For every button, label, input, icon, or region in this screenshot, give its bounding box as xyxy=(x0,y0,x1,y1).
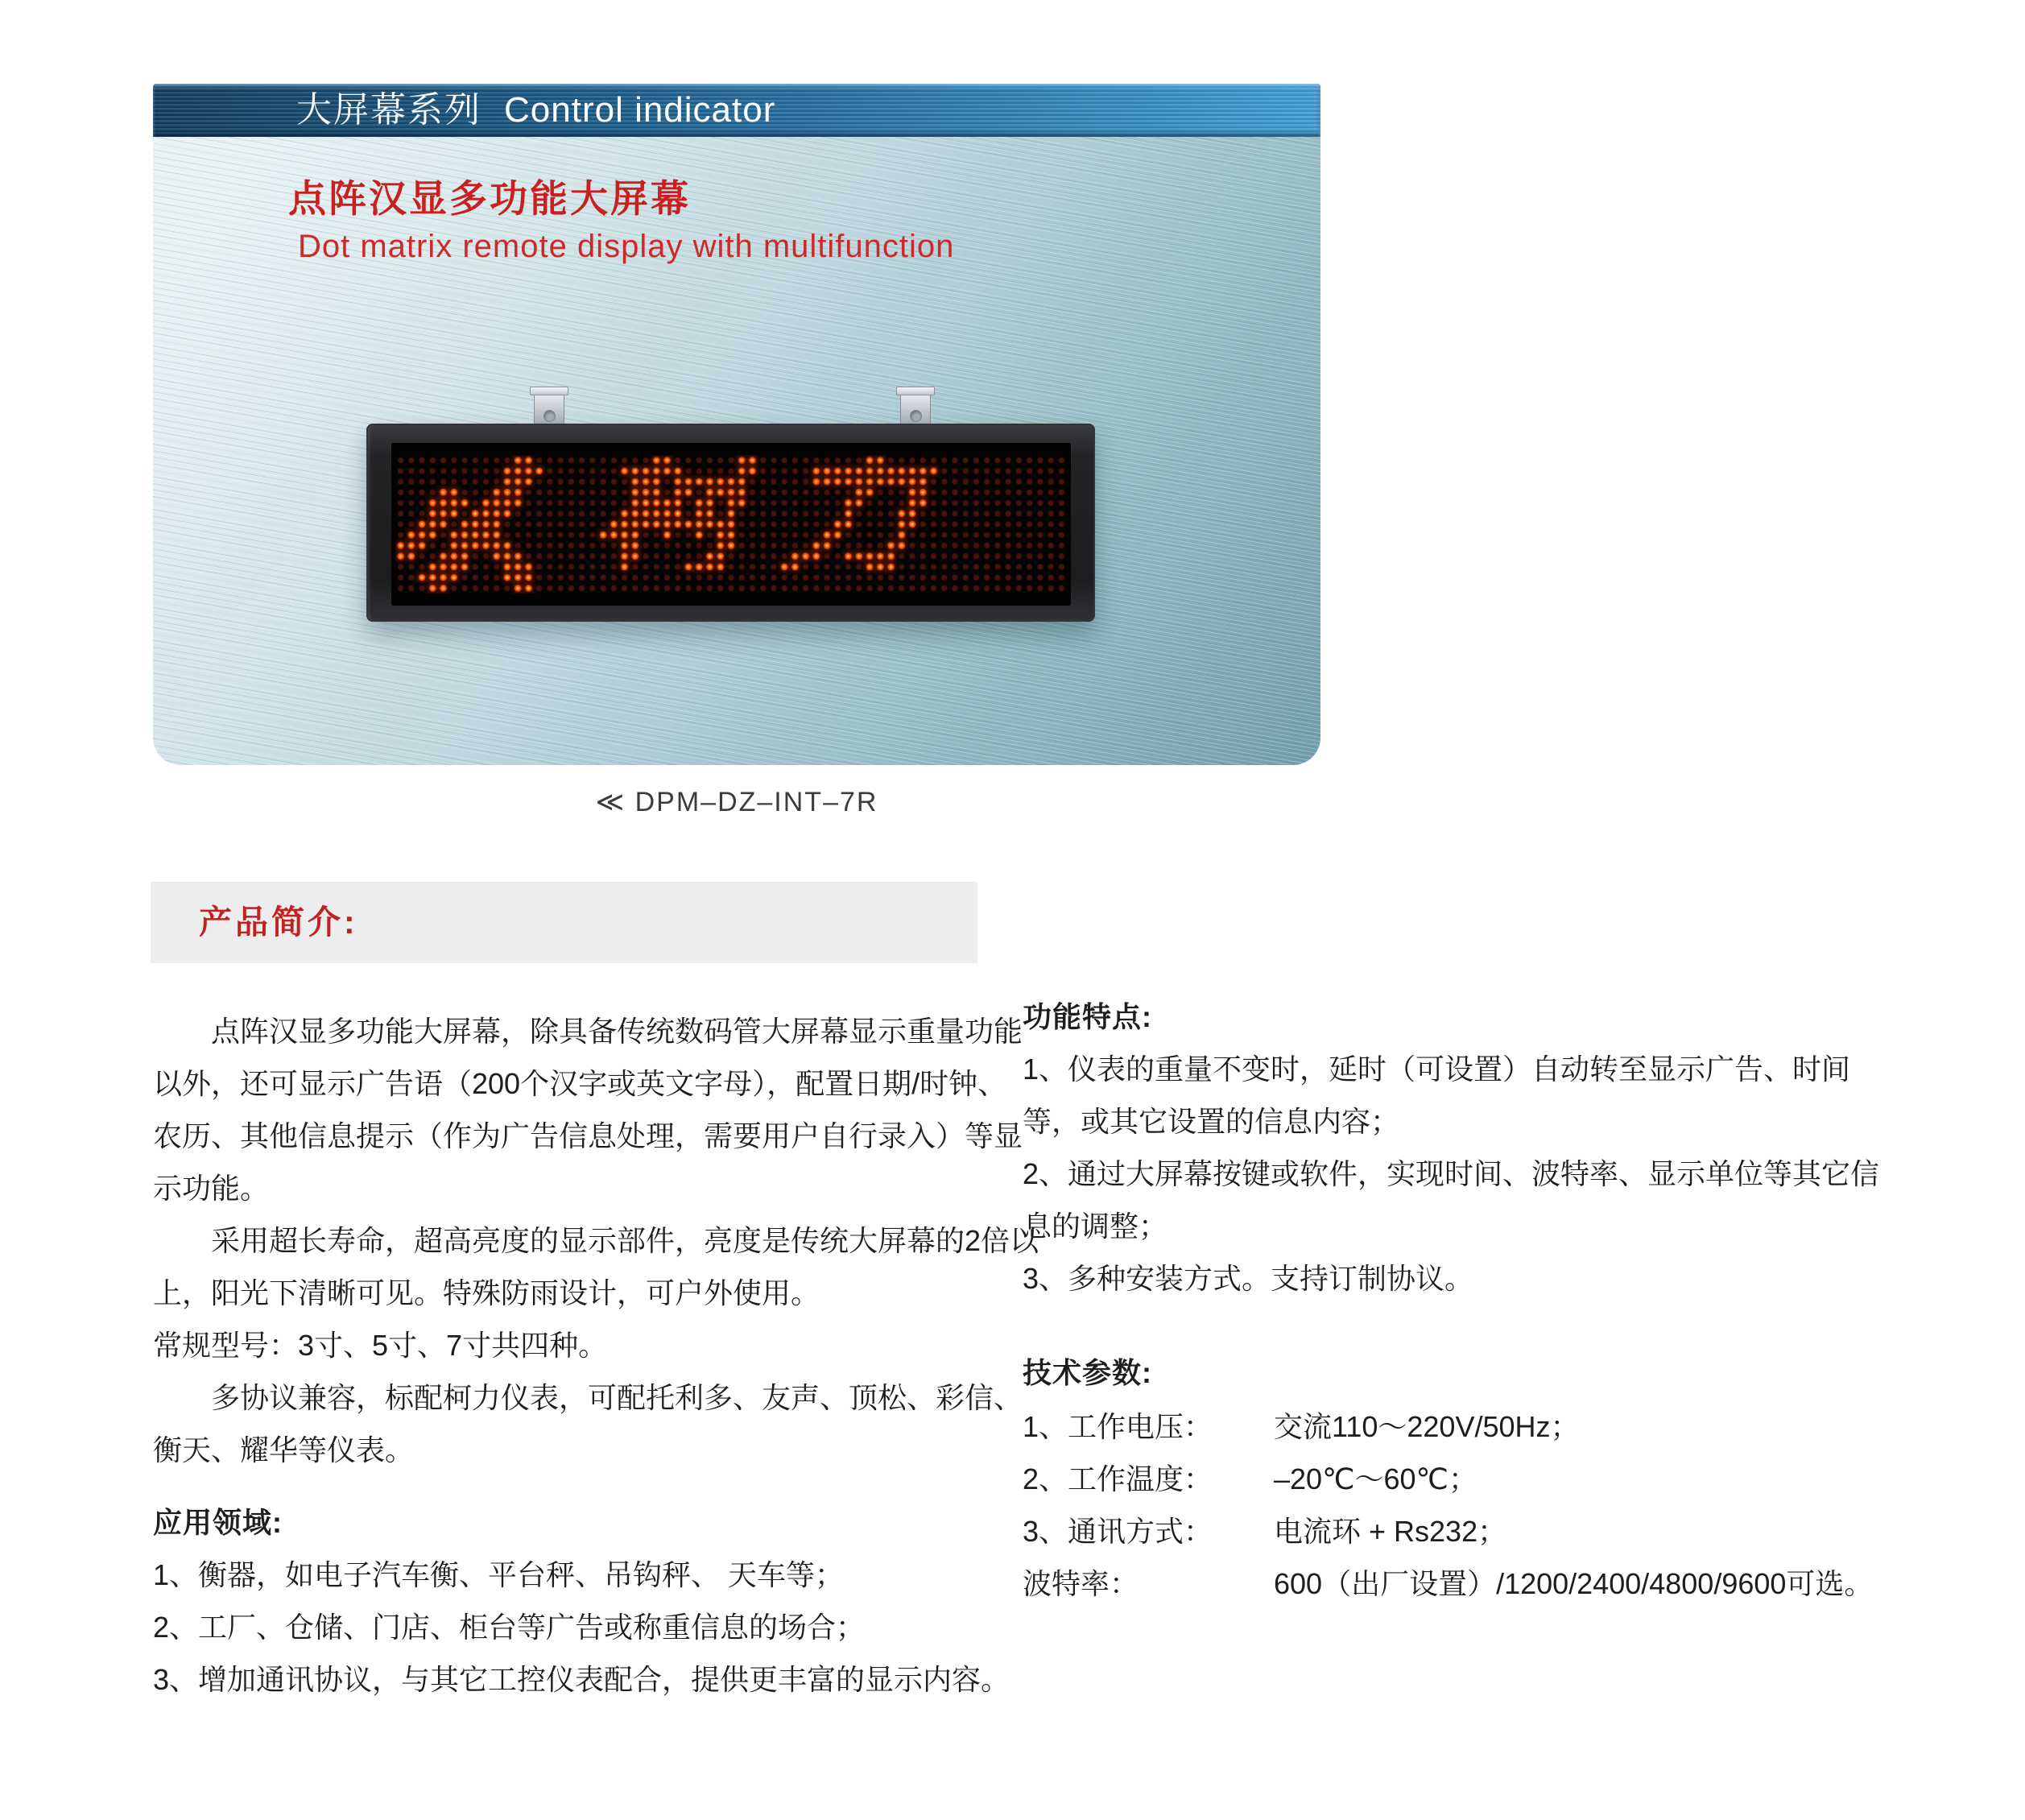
tech-param-value: 电流环 + Rs232； xyxy=(1274,1515,1507,1548)
application-item: 2、工厂、仓储、门店、柜台等广告或称重信息的场合； xyxy=(153,1611,866,1644)
series-title-en: Control indicator xyxy=(504,90,776,130)
series-banner xyxy=(153,84,1320,137)
intro-line: 上，阳光下清晰可见。特殊防雨设计，可户外使用。 xyxy=(153,1276,820,1309)
product-title-en: Dot matrix remote display with multifunction xyxy=(298,229,955,264)
intro-line: 示功能。 xyxy=(153,1172,270,1205)
model-caption: ≪ DPM–DZ–INT–7R xyxy=(595,787,878,817)
intro-line: 多协议兼容，标配柯力仪表，可配托利多、友声、顶松、彩信、 xyxy=(211,1381,1023,1414)
intro-line: 常规型号：3寸、5寸、7寸共四种。 xyxy=(153,1329,608,1362)
intro-line: 衡天、耀华等仪表。 xyxy=(153,1433,415,1466)
hero-photo xyxy=(153,84,1320,765)
intro-line: 以外，还可显示广告语（200个汉字或英文字母），配置日期/时钟、 xyxy=(153,1067,1007,1100)
tech-param-value: 600（出厂设置）/1200/2400/4800/9600可选。 xyxy=(1274,1567,1874,1600)
led-screen xyxy=(391,443,1071,606)
applications-heading: 应用领域: xyxy=(153,1506,283,1539)
application-item: 3、增加通讯协议，与其它工控仪表配合，提供更丰富的显示内容。 xyxy=(153,1663,1010,1696)
led-display-device xyxy=(366,424,1095,622)
tech-param-value: –20℃～60℃； xyxy=(1274,1462,1477,1495)
series-banner-text xyxy=(296,84,775,137)
tech-param-row xyxy=(1023,1504,2005,1556)
applications-block xyxy=(153,1496,1010,1706)
tech-param-row xyxy=(1023,1399,2005,1451)
series-title-cn: 大屏幕系列 xyxy=(296,90,481,130)
tech-param-value: 交流110～220V/50Hz； xyxy=(1274,1410,1580,1443)
features-block xyxy=(1023,991,1973,1305)
tech-param-label: 3、通讯方式： xyxy=(1023,1515,1213,1548)
application-item: 1、衡器，如电子汽车衡、平台秤、吊钩秤、 天车等； xyxy=(153,1558,845,1591)
tech-param-label: 2、工作温度： xyxy=(1023,1462,1213,1495)
feature-line: 2、通过大屏幕按键或软件，实现时间、波特率、显示单位等其它信 xyxy=(1023,1157,1880,1190)
feature-line: 息的调整； xyxy=(1023,1210,1168,1243)
product-title-cn: 点阵汉显多功能大屏幕 xyxy=(288,177,691,220)
intro-line: 农历、其他信息提示（作为广告信息处理，需要用户自行录入）等显 xyxy=(153,1119,1023,1152)
intro-line: 采用超长寿命，超高亮度的显示部件，亮度是传统大屏幕的2倍以 xyxy=(211,1224,1039,1257)
feature-line: 3、多种安装方式。支持订制协议。 xyxy=(1023,1262,1474,1295)
intro-line: 点阵汉显多功能大屏幕，除具备传统数码管大屏幕显示重量功能 xyxy=(211,1015,1023,1048)
tech-param-label: 1、工作电压： xyxy=(1023,1410,1213,1443)
led-dot-matrix xyxy=(395,455,1067,594)
intro-section-title: 产品简介: xyxy=(199,904,358,941)
intro-text-column xyxy=(153,1005,1039,1476)
tech-params-block xyxy=(1023,1346,2005,1608)
tech-params-heading: 技术参数: xyxy=(1023,1356,1152,1389)
features-heading: 功能特点: xyxy=(1023,1000,1152,1033)
intro-section-bar xyxy=(151,882,977,963)
feature-line: 等，或其它设置的信息内容； xyxy=(1023,1105,1400,1138)
feature-line: 1、仪表的重量不变时，延时（可设置）自动转至显示广告、时间 xyxy=(1023,1053,1851,1086)
tech-param-row xyxy=(1023,1556,2005,1608)
tech-param-label: 波特率： xyxy=(1023,1567,1139,1600)
tech-param-row xyxy=(1023,1451,2005,1504)
